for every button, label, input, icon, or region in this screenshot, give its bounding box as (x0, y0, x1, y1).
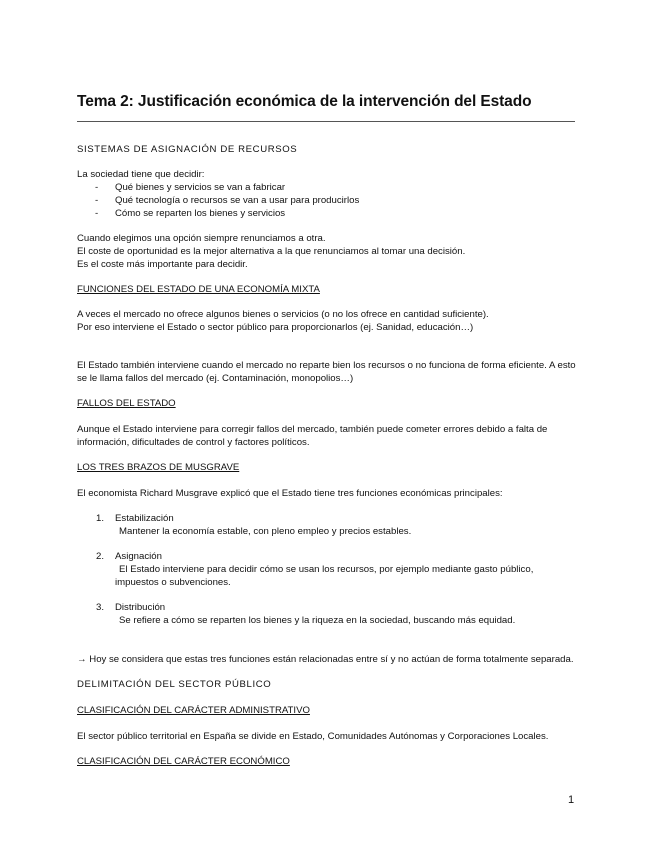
musgrave-note: → Hoy se considera que estas tres funciones están relacionadas entre sí y no actúan de forma totalmente separada. (77, 654, 574, 665)
bullet-marker: - (95, 195, 99, 206)
list-number: 1. (96, 513, 105, 524)
document-title: Tema 2: Justificación económica de la intervención del Estado (77, 93, 532, 110)
paragraph-line: El Estado también interviene cuando el mercado no reparte bien los recursos o no funciona de forma eficiente. A esto (77, 360, 576, 371)
paragraph-line: El sector público territorial en España se divide en Estado, Comunidades Autónomas y Corporaciones Locales. (77, 731, 549, 742)
bullet-item: Cómo se reparten los bienes y servicios (115, 208, 286, 219)
heading-fallos-estado: FALLOS DEL ESTADO (77, 398, 176, 409)
list-item-desc: Mantener la economía estable, con pleno empleo y precios estables. (119, 526, 412, 537)
list-item-desc: impuestos o subvenciones. (115, 577, 231, 588)
paragraph-line: Aunque el Estado interviene para corregir fallos del mercado, también puede cometer errores debido a falta de (77, 424, 548, 435)
paragraph-line: Cuando elegimos una opción siempre renunciamos a otra. (77, 233, 326, 244)
bullet-item: Qué bienes y servicios se van a fabricar (115, 182, 286, 193)
list-number: 2. (96, 551, 105, 562)
paragraph-line: Por eso interviene el Estado o sector público para proporcionarlos (ej. Sanidad, educación…) (77, 322, 474, 333)
list-number: 3. (96, 602, 105, 613)
bullet-item: Qué tecnología o recursos se van a usar para producirlos (115, 195, 360, 206)
heading-sistemas-asignacion: SISTEMAS DE ASIGNACIÓN DE RECURSOS (77, 144, 298, 155)
subheading-administrativo: CLASIFICACIÓN DEL CARÁCTER ADMINISTRATIVO (77, 705, 310, 716)
paragraph-line: se le llama fallos del mercado (ej. Contaminación, monopolios…) (77, 373, 354, 384)
heading-funciones-estado: FUNCIONES DEL ESTADO DE UNA ECONOMÍA MIXTA (77, 284, 320, 295)
paragraph-line: información, dificultades de control y factores políticos. (77, 437, 310, 448)
subheading-economico: CLASIFICACIÓN DEL CARÁCTER ECONÓMICO (77, 756, 290, 767)
list-item-desc: El Estado interviene para decidir cómo se usan los recursos, por ejemplo mediante gasto público, (119, 564, 534, 575)
page-number: 1 (568, 794, 575, 806)
bullet-marker: - (95, 182, 99, 193)
heading-musgrave: LOS TRES BRAZOS DE MUSGRAVE (77, 462, 240, 473)
paragraph-line: Es el coste más importante para decidir. (77, 259, 248, 270)
list-item-title: Asignación (115, 551, 162, 562)
list-item-title: Estabilización (115, 513, 174, 524)
bullet-marker: - (95, 208, 99, 219)
title-divider (77, 121, 575, 122)
list-item-title: Distribución (115, 602, 166, 613)
paragraph-line: El coste de oportunidad es la mejor alternativa a la que renunciamos al tomar una decisión. (77, 246, 466, 257)
heading-delimitacion: DELIMITACIÓN DEL SECTOR PÚBLICO (77, 679, 272, 690)
list-item-desc: Se refiere a cómo se reparten los bienes y la riqueza en la sociedad, buscando más equidad. (119, 615, 516, 626)
paragraph-line: A veces el mercado no ofrece algunos bienes o servicios (o no los ofrece en cantidad suficiente). (77, 309, 489, 320)
sec1-intro: La sociedad tiene que decidir: (77, 169, 205, 180)
sec4-intro: El economista Richard Musgrave explicó que el Estado tiene tres funciones económicas principales: (77, 488, 503, 499)
